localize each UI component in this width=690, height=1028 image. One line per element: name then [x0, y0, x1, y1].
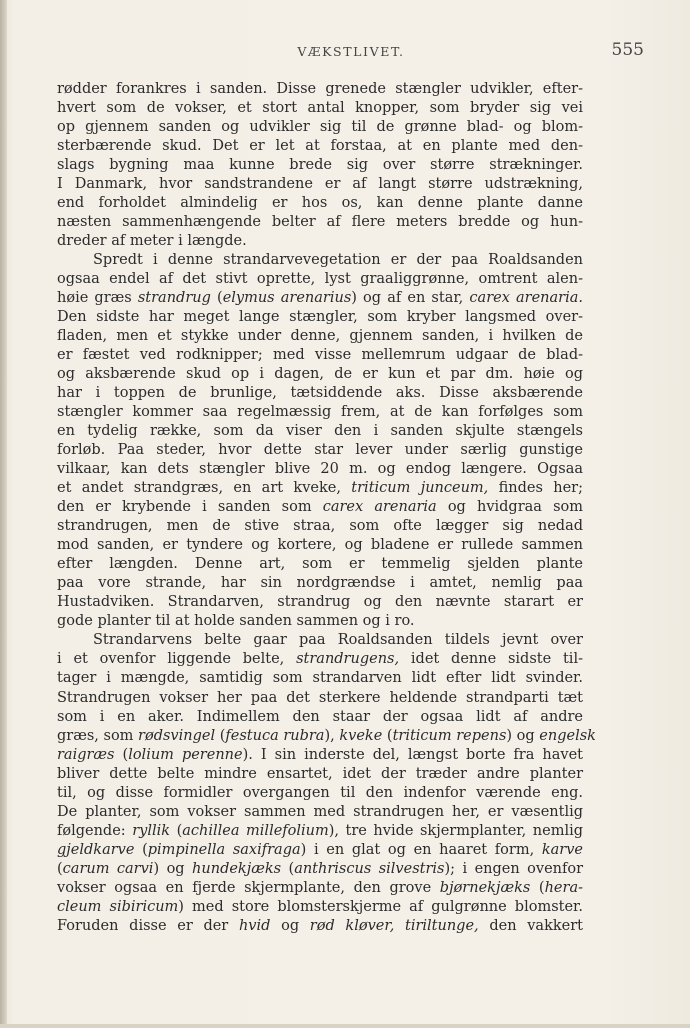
text-run: en tydelig række, som da viser den i sanden skjulte stængels	[57, 423, 583, 440]
text-line	[57, 593, 583, 612]
text-line	[57, 270, 583, 289]
text-line	[57, 689, 583, 708]
text-run: ) og	[506, 727, 540, 744]
text-run: ) med store blomsterskjerme af gulgrønne blomster.	[178, 898, 583, 915]
text-run: ); i engen ovenfor	[444, 860, 584, 877]
italic-term: hvid	[238, 917, 271, 934]
italic-term: pimpinella saxifraga	[147, 841, 301, 858]
italic-term: ryllik	[132, 822, 171, 839]
text-line	[57, 99, 583, 118]
text-run: ) og af en star,	[351, 290, 470, 307]
text-run: slags bygning maa kunne brede sig over større strækninger.	[57, 157, 583, 174]
text-run: (	[57, 860, 63, 877]
text-line	[57, 841, 583, 860]
text-run: hvert som de vokser, et stort antal knopper, som bryder sig vei	[57, 100, 583, 117]
text-line	[57, 118, 583, 137]
text-run: ) og	[153, 860, 193, 877]
body-text	[57, 80, 596, 936]
italic-term: gjeldkarve	[57, 841, 135, 858]
text-run: og aksbærende skud op i dagen, de er kun et par dm. høie og	[57, 366, 583, 383]
text-run: (	[134, 841, 148, 858]
text-run: Foruden disse er der	[57, 917, 239, 934]
text-line	[57, 860, 583, 879]
page-header	[56, 40, 646, 66]
text-run: (	[114, 746, 129, 763]
text-run: ) i en glat og en haaret form,	[300, 841, 542, 858]
text-line	[57, 156, 583, 175]
text-run: er fæstet ved rodknipper; med visse mellemrum udgaar de blad-	[57, 347, 583, 364]
text-run: ). I sin inderste del, længst borte fra havet	[242, 746, 583, 763]
text-run: (	[215, 727, 226, 744]
italic-term: rødsvingel	[138, 727, 216, 744]
text-line	[57, 803, 583, 822]
italic-term: strandrug	[137, 290, 211, 307]
text-run: vokser ogsaa en fjerde skjermplante, den grove	[57, 879, 440, 896]
text-run: (	[281, 860, 295, 877]
text-run: efter længden. Denne art, som er temmelig sjelden plante	[57, 556, 583, 573]
text-line	[57, 784, 583, 803]
italic-term: cleum sibiricum	[57, 898, 179, 915]
text-line	[57, 460, 583, 479]
page-binding-edge	[0, 0, 7, 1028]
italic-term: carum carvi	[62, 860, 154, 877]
text-line	[57, 213, 583, 232]
text-run: og hvidgraa som	[436, 499, 583, 516]
text-run: den vakkert	[478, 917, 583, 934]
text-line	[57, 194, 583, 213]
text-run: den er krybende i sanden som	[57, 499, 323, 516]
text-run: (	[210, 290, 223, 307]
text-line	[57, 574, 583, 593]
text-run: i et ovenfor liggende belte,	[57, 651, 297, 668]
text-run: Hustadviken. Strandarven, strandrug og den nævnte starart er	[57, 594, 583, 611]
text-line	[57, 346, 583, 365]
text-line	[57, 289, 583, 308]
italic-term: karve	[541, 841, 583, 858]
italic-term: bjørnekjæks	[439, 879, 531, 896]
text-run: Den sidste har meget lange stængler, som kryber langsmed over-	[57, 309, 583, 326]
text-run: gode planter til at holde sanden sammen og i ro.	[57, 613, 415, 630]
text-line	[57, 80, 583, 99]
text-line	[57, 327, 583, 346]
text-line	[57, 536, 583, 555]
running-title: VÆKSTLIVET.	[297, 44, 405, 59]
text-run: og	[270, 917, 310, 934]
text-run: De planter, som vokser sammen med strandrugen her, er væsentlig	[57, 803, 583, 820]
text-run: ), tre hvide skjermplanter, nemlig	[328, 822, 583, 839]
text-line	[57, 365, 583, 384]
text-line	[57, 631, 583, 650]
text-line	[57, 746, 583, 765]
text-line	[57, 498, 583, 517]
text-line	[57, 175, 583, 194]
text-run: dreder af meter i længde.	[57, 233, 247, 250]
text-run: som i en aker. Indimellem den staar der ogsaa lidt af andre	[57, 708, 583, 725]
text-line	[57, 308, 583, 327]
text-run: paa vore strande, har sin nordgrændse i amtet, nemlig paa	[57, 575, 583, 592]
text-run: ogsaa endel af det stivt oprette, lyst graaliggrønne, omtrent alen-	[57, 271, 583, 288]
text-run: ),	[324, 727, 340, 744]
text-run: mod sanden, er tyndere og kortere, og bladene er rullede sammen	[57, 537, 583, 554]
italic-term: lolium perenne	[128, 746, 243, 763]
text-run: findes her;	[488, 480, 583, 497]
text-line	[57, 517, 583, 536]
text-run: (	[382, 727, 393, 744]
text-run: forløb. Paa steder, hvor dette star lever under særlig gunstige	[57, 442, 583, 459]
text-run: bliver dette belte mindre ensartet, idet der træder andre planter	[57, 765, 583, 782]
text-run: I Danmark, hvor sandstrandene er af langt større udstrækning,	[57, 176, 583, 193]
italic-term: strandrugens,	[296, 651, 400, 668]
text-line	[57, 612, 583, 631]
text-line	[57, 251, 583, 270]
italic-term: carex arenaria.	[469, 290, 583, 307]
italic-term: carex arenaria	[322, 499, 437, 516]
text-run: vilkaar, kan dets stængler blive 20 m. og endog længere. Ogsaa	[57, 461, 583, 478]
text-line	[57, 384, 583, 403]
italic-term: triticum repens	[392, 727, 507, 744]
text-line	[57, 441, 583, 460]
text-run: sterbærende skud. Det er let at forstaa, at en plante med den-	[57, 138, 583, 155]
text-run: rødder forankres i sanden. Disse grenede stængler udvikler, efter-	[57, 81, 583, 97]
text-run: fladen, men et stykke under denne, gjennem sanden, i hvilken de	[57, 328, 583, 345]
text-run: Strandarvens belte gaar paa Roaldsanden tildels jevnt over	[93, 632, 583, 649]
text-line	[57, 650, 583, 669]
text-run: (	[170, 822, 183, 839]
italic-term: anthriscus silvestris	[294, 860, 445, 877]
text-line	[57, 232, 583, 251]
text-run: idet denne sidste til-	[399, 651, 583, 668]
text-run: følgende:	[57, 822, 133, 839]
italic-term: hera-	[544, 879, 583, 896]
text-line	[57, 879, 583, 898]
text-run: et andet strandgræs, en art kveke,	[57, 480, 352, 497]
italic-term: hundekjæks	[192, 860, 282, 877]
italic-term: festuca rubra	[225, 727, 325, 744]
text-run: græs, som	[57, 727, 139, 744]
text-run: stængler kommer saa regelmæssig frem, at de kan forfølges som	[57, 404, 583, 421]
text-line	[57, 898, 583, 917]
text-run: har i toppen de brunlige, tætsiddende aks. Disse aksbærende	[57, 385, 583, 402]
text-run: Strandrugen vokser her paa det sterkere heldende strandparti tæt	[57, 689, 583, 706]
italic-term: rød kløver, tiriltunge,	[309, 917, 479, 934]
text-line	[57, 765, 583, 784]
text-run: strandrugen, men de stive straa, som ofte lægger sig nedad	[57, 518, 583, 535]
text-line	[57, 422, 583, 441]
text-run: høie græs	[57, 290, 138, 307]
text-run: til, og disse formidler overgangen til den indenfor værende eng.	[57, 784, 583, 801]
italic-term: achillea millefolium	[182, 822, 329, 839]
page-number: 555	[611, 40, 644, 60]
text-run: (	[530, 879, 545, 896]
text-run: tager i mængde, samtidig som strandarven lidt efter lidt svinder.	[57, 670, 583, 687]
text-line	[57, 727, 596, 746]
text-run: næsten sammenhængende belter af flere meters bredde og hun-	[57, 214, 583, 231]
italic-term: triticum junceum,	[351, 480, 489, 497]
text-line	[57, 669, 583, 688]
text-run: Spredt i denne strandarvevegetation er der paa Roaldsanden	[93, 252, 583, 269]
text-line	[57, 403, 583, 422]
italic-term: engelsk	[539, 727, 596, 744]
text-run: end forholdet almindelig er hos os, kan denne plante danne	[57, 195, 583, 212]
italic-term: kveke	[339, 727, 383, 744]
page-bottom-edge	[0, 1024, 690, 1028]
text-run: op gjennem sanden og udvikler sig til de grønne blad- og blom-	[57, 119, 583, 136]
italic-term: raigræs	[57, 746, 115, 763]
italic-term: elymus arenarius	[222, 290, 352, 307]
text-line	[57, 137, 583, 156]
text-line	[57, 479, 583, 498]
text-line	[57, 708, 583, 727]
text-line	[57, 555, 583, 574]
text-line	[57, 917, 583, 936]
text-line	[57, 822, 583, 841]
